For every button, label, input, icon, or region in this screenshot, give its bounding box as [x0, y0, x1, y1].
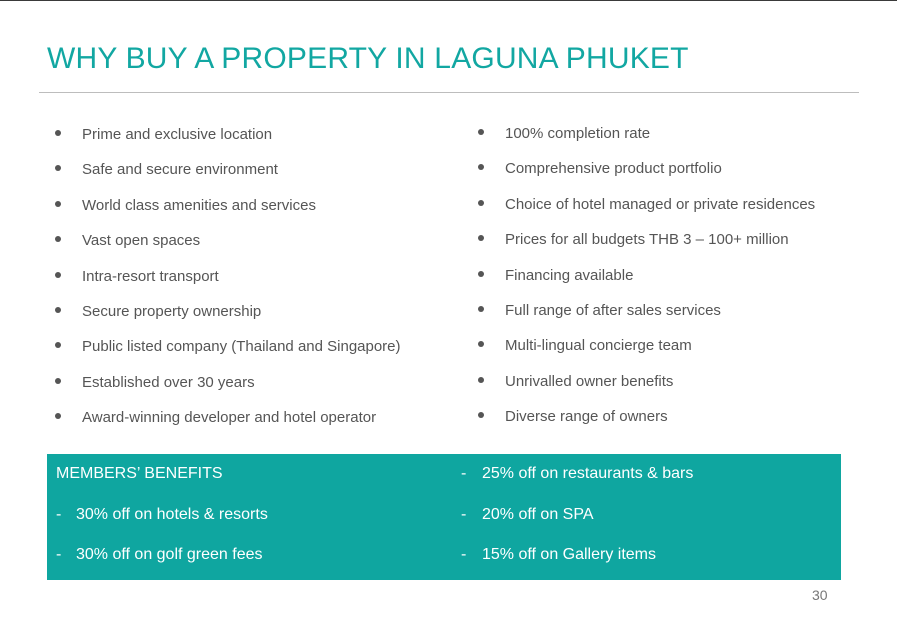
top-border: [0, 0, 897, 1]
list-item-text: World class amenities and services: [82, 196, 316, 214]
list-item-text: 100% completion rate: [505, 125, 651, 142]
list-item-text: Multi-lingual concierge team: [505, 337, 692, 355]
list-item-text: Secure property ownership: [82, 302, 262, 320]
page-title: WHY BUY A PROPERTY IN LAGUNA PHUKET: [47, 42, 689, 75]
benefit-item: 30% off on golf green fees: [76, 546, 263, 563]
dash-marker: -: [461, 506, 467, 523]
bullet-icon: [478, 164, 484, 170]
bullet-icon: [55, 378, 61, 384]
list-item-text: Award-winning developer and hotel operator: [82, 409, 377, 427]
bullet-icon: [478, 129, 484, 135]
list-item-text: Public listed company (Thailand and Singapore): [82, 338, 401, 356]
bullet-icon: [55, 236, 61, 242]
title-divider: [39, 92, 859, 93]
page-number: 30: [812, 587, 828, 603]
dash-marker: -: [56, 546, 62, 563]
benefit-item: 25% off on restaurants & bars: [482, 465, 694, 482]
bullet-icon: [478, 341, 484, 347]
bullet-icon: [478, 377, 484, 383]
bullet-icon: [55, 130, 61, 136]
list-item-text: Diverse range of owners: [505, 408, 668, 426]
bullet-icon: [478, 271, 484, 277]
bullet-icon: [478, 306, 484, 312]
members-benefits-panel: [47, 454, 841, 580]
list-item-text: Full range of after sales services: [505, 301, 721, 319]
bullet-icon: [55, 342, 61, 348]
list-item-text: Financing available: [505, 266, 634, 284]
benefit-item: 30% off on hotels & resorts: [76, 506, 268, 523]
list-item-text: Established over 30 years: [82, 373, 255, 391]
list-item-text: Vast open spaces: [82, 232, 201, 250]
bullet-icon: [55, 413, 61, 419]
bullet-icon: [55, 307, 61, 313]
bullet-icon: [478, 200, 484, 206]
list-item-text: Choice of hotel managed or private residences: [505, 195, 816, 213]
benefits-heading: MEMBERS’ BENEFITS: [56, 465, 223, 482]
bullet-icon: [478, 412, 484, 418]
bullet-icon: [55, 165, 61, 171]
benefit-item: 20% off on SPA: [482, 506, 594, 523]
list-item-text: Prime and exclusive location: [82, 126, 273, 143]
list-item-text: Intra-resort transport: [82, 267, 219, 285]
dash-marker: -: [461, 546, 467, 563]
benefit-item: 15% off on Gallery items: [482, 546, 657, 563]
list-item-text: Comprehensive product portfolio: [505, 160, 722, 178]
bullet-icon: [478, 235, 484, 241]
bullet-icon: [55, 272, 61, 278]
list-item-text: Unrivalled owner benefits: [505, 372, 674, 390]
dash-marker: -: [56, 506, 62, 523]
dash-marker: -: [461, 465, 467, 482]
list-item-text: Prices for all budgets THB 3 – 100+ million: [505, 231, 789, 249]
bullet-icon: [55, 201, 61, 207]
list-item-text: Safe and secure environment: [82, 161, 278, 179]
